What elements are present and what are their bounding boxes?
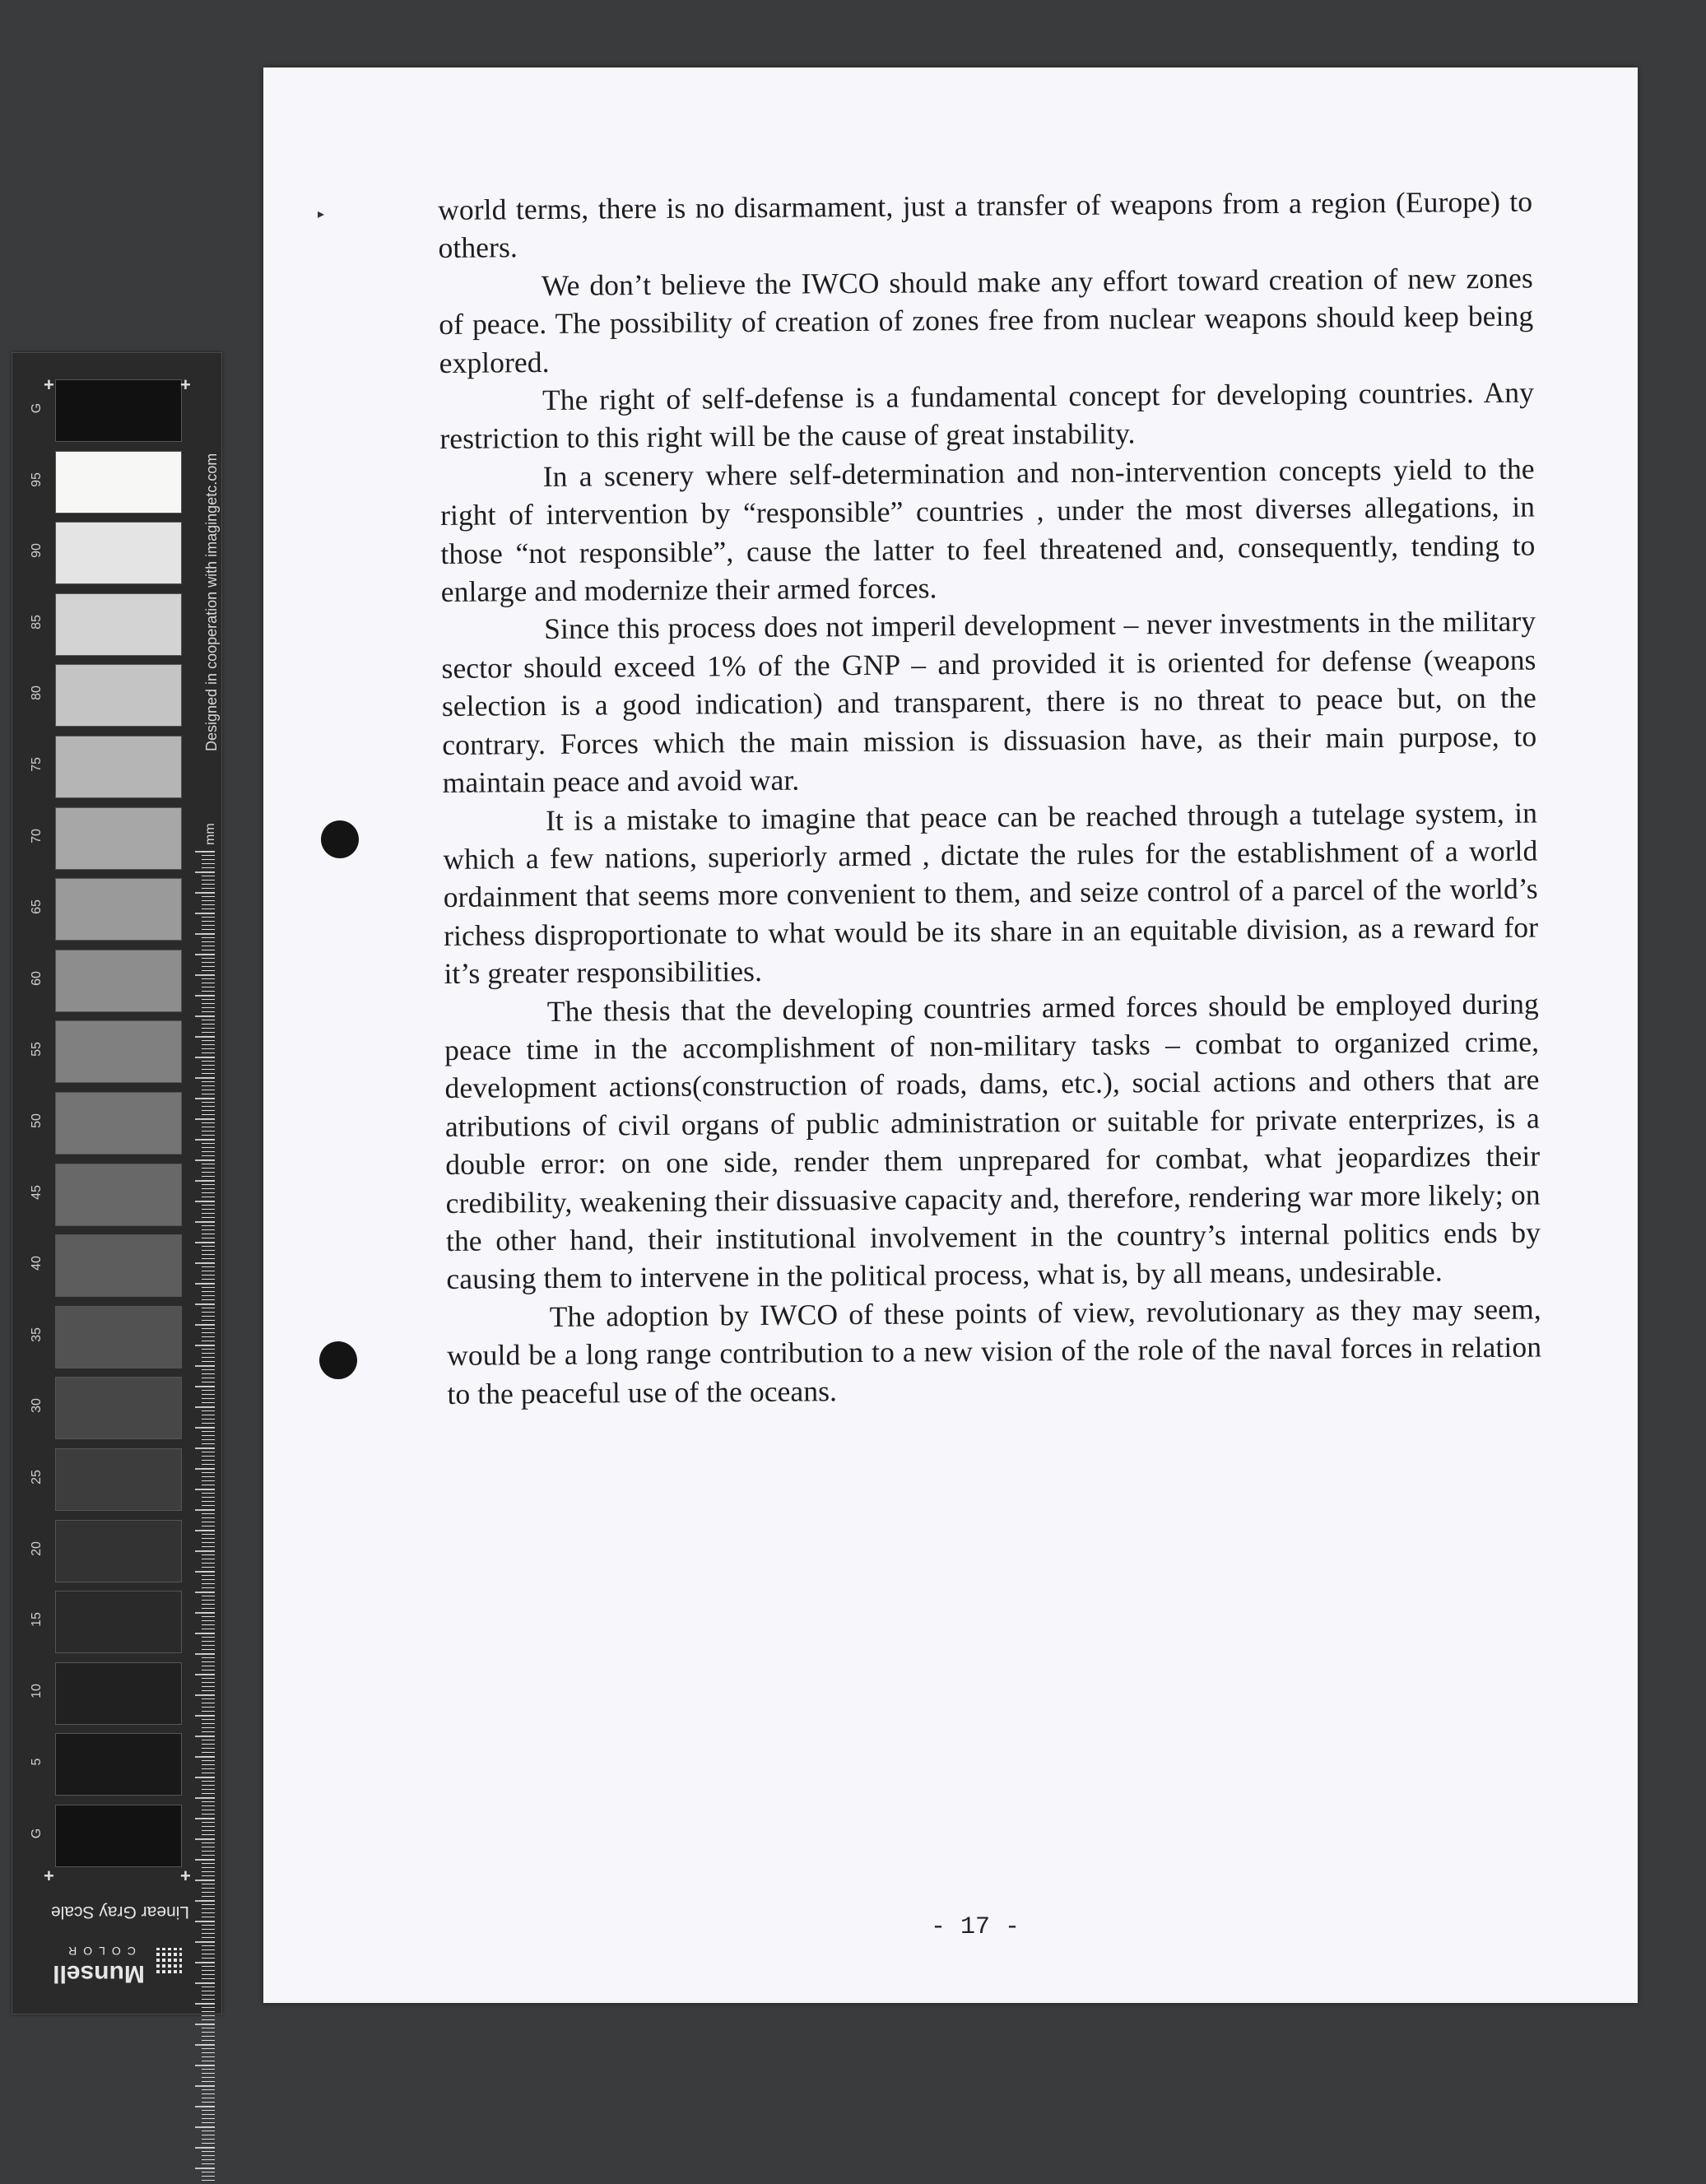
paragraph: It is a mistake to imagine that peace can be reached through a tutelage system, in which a few nations, superiorly armed , dictate the rules for the establishment of a world ordainment that seems more convenient to them, and seize control of a parcel of the world’s richess disproportionate to what would be its share in an equitable division, as a reward for it’s greater responsibilities. [443,796,1539,991]
gray-patch [55,451,182,513]
gray-patch [55,1448,182,1511]
gray-patch [55,1092,182,1155]
gray-step-label: 70 [30,828,44,843]
gray-step-label: G [30,1828,44,1839]
gray-step-label: 30 [30,1398,44,1414]
gray-step-label: 90 [30,543,44,559]
card-brand-sub: COLOR [62,1945,136,1958]
gray-patch [55,807,182,870]
gray-patch [55,1591,182,1653]
page-number: - 17 - [930,1913,1020,1941]
gray-patch [55,736,182,798]
registration-mark: + [180,374,191,395]
gray-step-label: 15 [30,1612,44,1628]
paragraph: The thesis that the developing countries armed forces should be employed during peace time in the accomplishment of non-military tasks – combat to organized crime, development actions(construction of roads, dams, etc.), social actions and others that are atributions of civil organs of public administration or suitable for private enterprizes, is a double error: on one side, render them unprepared for combat, what jeopardizes their credibility, weakening their dissuasive capacity and, therefore, rendering war more likely; on the other hand, their institutional involvement in the country’s internal politics ends by causing them to intervene in the political process, what is, by all means, undesirable. [444,987,1541,1296]
registration-mark: + [180,1866,191,1886]
gray-step-label: 5 [30,1758,44,1766]
paragraph: world terms, there is no disarmament, just a transfer of weapons from a region (Europe) to others. [438,184,1533,265]
gray-patch [55,1805,182,1867]
punch-hole [321,820,359,858]
gray-patch [55,1020,182,1083]
document-body [438,183,1542,1413]
gray-step-label: G [30,402,44,414]
gray-patch [55,379,182,442]
gray-step-label: 45 [30,1184,44,1200]
gray-patch [55,1234,182,1297]
paragraph: The right of self-defense is a fundamental concept for developing countries. Any restriction to this right will be the cause of great instability. [439,375,1535,456]
gray-step-label: 85 [30,614,44,630]
paragraph: The adoption by IWCO of these points of view, revolutionary as they may seem, would be a long range contribution to a new vision of the role of the naval forces in relation to the peaceful use of the oceans. [446,1292,1542,1410]
gray-patch [55,1733,182,1796]
gray-patch [55,1306,182,1368]
gray-patch [55,950,182,1012]
card-unit-label: mm [203,823,217,845]
gray-patch [55,1164,182,1226]
munsell-logo-icon [154,1948,182,1976]
punch-hole [319,1341,357,1379]
paragraph: We don’t believe the IWCO should make any effort toward creation of new zones of peace. The possibility of creation of zones free from nuclear weapons should keep being explored. [439,261,1534,379]
gray-step-label: 20 [30,1540,44,1556]
gray-patch [55,1377,182,1439]
gray-step-label: 35 [30,1327,44,1342]
registration-mark: + [44,1866,54,1886]
gray-patch [55,878,182,941]
gray-patch [55,664,182,727]
gray-step-label: 40 [30,1256,44,1271]
card-top-label: Designed in cooperation with imagingetc.com [203,453,220,751]
gray-step-label: 25 [30,1470,44,1485]
gray-step-label: 60 [30,970,44,986]
mm-ruler [202,851,215,2184]
gray-patch [55,1520,182,1582]
gray-step-label: 10 [30,1683,44,1698]
paragraph: Since this process does not imperil development – never investments in the military sector should exceed 1% of the GNP – and provided it is oriented for defense (weapons selection is a good indication) and transparent, there is no threat to peace but, on the contrary. Forces which the main mission is dissuasion have, as their main purpose, to maintain peace and avoid war. [441,605,1537,800]
gray-step-label: 75 [30,757,44,772]
gray-scale-card [12,352,222,2014]
gray-patch [55,522,182,584]
gray-step-label: 50 [30,1113,44,1128]
card-brand: Munsell [53,1960,145,1987]
document-page [263,67,1638,2003]
card-title: Linear Gray Scale [50,1903,190,1921]
paragraph: In a scenery where self-determination and non-intervention concepts yield to the right of intervention by “responsible” countries , under the most diverses allegations, in those “not responsible”, cause the latter to feel threatened and, consequently, tending to enlarge and modernize their armed forces. [439,452,1536,609]
gray-step-label: 95 [30,472,44,487]
gray-step-label: 55 [30,1042,44,1057]
bullet-icon: ▸ [318,207,325,221]
registration-mark: + [44,374,54,395]
gray-step-label: 80 [30,685,44,701]
gray-patch [55,1662,182,1725]
gray-patch [55,593,182,656]
gray-step-label: 65 [30,899,44,915]
